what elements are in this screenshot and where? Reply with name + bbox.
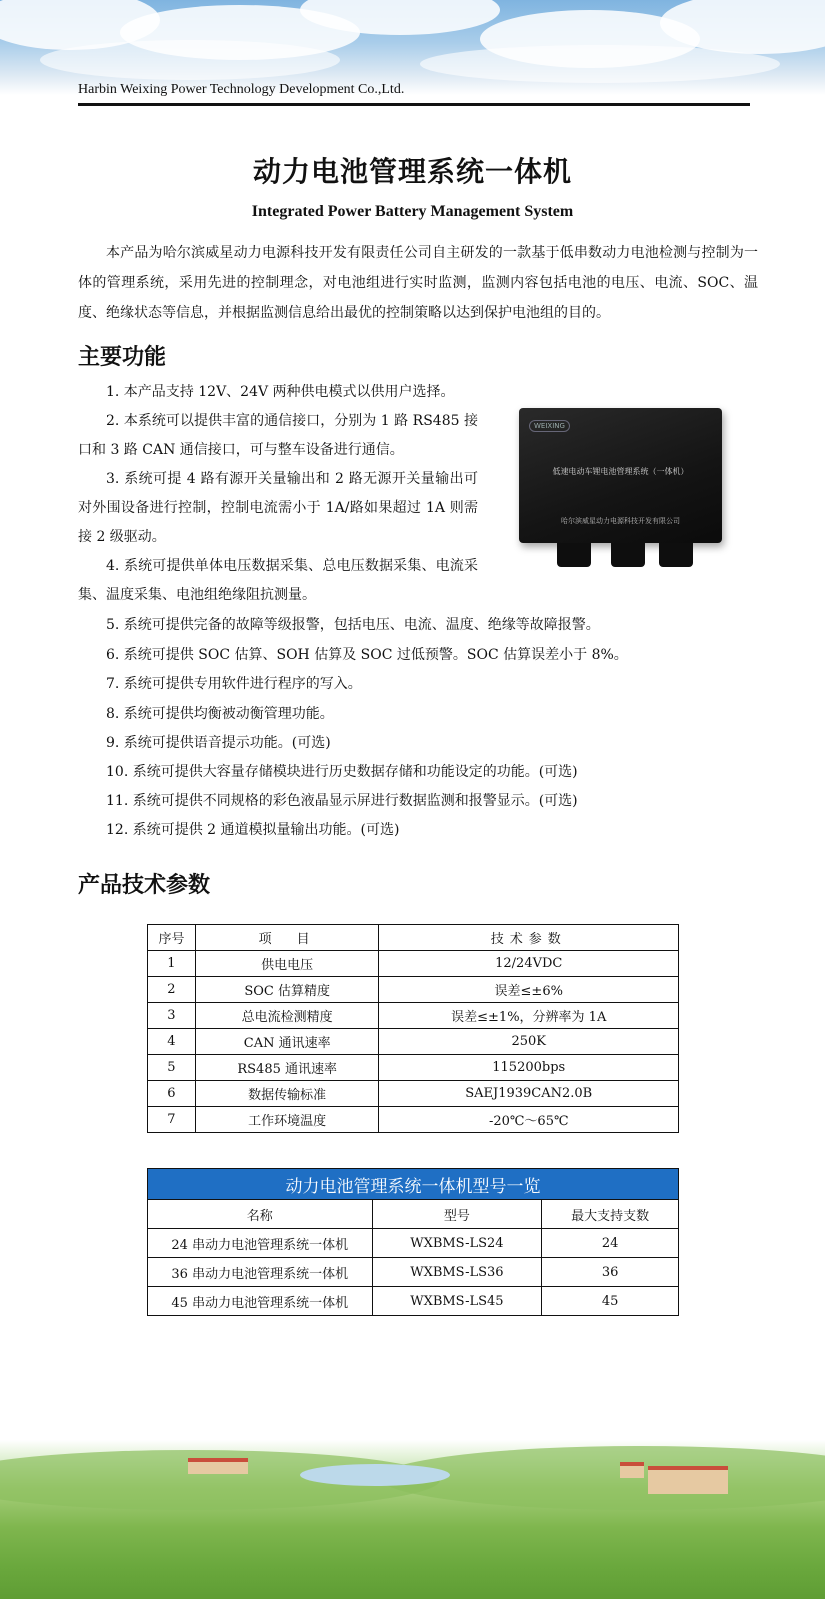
model-header-max: 最大支持支数	[542, 1200, 679, 1229]
grassland-banner	[0, 1440, 825, 1599]
table-row	[148, 1287, 679, 1316]
feature-item: 9. 系统可提供语音提示功能。(可选)	[106, 735, 331, 751]
spec-item: 供电电压	[195, 951, 379, 977]
spec-item: SOC 估算精度	[195, 977, 379, 1003]
feature-item: 4. 系统可提供单体电压数据采集、总电压数据采集、电流采集、温度采集、电池组绝缘阻抗测量。	[78, 558, 478, 603]
feature-item: 3. 系统可提 4 路有源开关量输出和 2 路无源开关量输出可对外围设备进行控制，控制电流需小于 1A/路如果超过 1A 则需接 2 级驱动。	[78, 471, 478, 545]
features-heading: 主要功能	[78, 345, 167, 370]
page-subtitle: Integrated Power Battery Management System	[251, 203, 574, 220]
device-label: 低速电动车锂电池管理系统（一体机）	[552, 467, 689, 476]
table-row	[148, 977, 679, 1003]
model-name: 36 串动力电池管理系统一体机	[148, 1258, 373, 1287]
feature-item: 11. 系统可提供不同规格的彩色液晶显示屏进行数据监测和报警显示。(可选)	[106, 793, 578, 809]
table-row	[148, 1029, 679, 1055]
spec-value: 误差≤±1%，分辨率为 1A	[379, 1003, 679, 1029]
spec-value: 250K	[379, 1029, 679, 1055]
spec-item: CAN 通讯速率	[195, 1029, 379, 1055]
spec-index: 2	[148, 977, 196, 1003]
feature-item: 10. 系统可提供大容量存储模块进行历史数据存储和功能设定的功能。(可选)	[106, 764, 578, 780]
spec-header-index: 序号	[148, 925, 196, 951]
connector-left	[557, 543, 591, 567]
table-row	[148, 1258, 679, 1287]
spec-item: RS485 通讯速率	[195, 1055, 379, 1081]
page-title: 动力电池管理系统一体机	[252, 155, 572, 188]
feature-item: 5. 系统可提供完备的故障等级报警，包括电压、电流、温度、绝缘等故障报警。	[106, 617, 600, 633]
device-maker: 哈尔滨威星动力电源科技开发有限公司	[561, 517, 680, 525]
model-header-row	[148, 1200, 679, 1229]
model-code: WXBMS-LS36	[372, 1258, 542, 1287]
model-name: 24 串动力电池管理系统一体机	[148, 1229, 373, 1258]
spec-item: 工作环境温度	[195, 1107, 379, 1133]
device-logo: WEIXING	[529, 420, 570, 432]
spec-index: 4	[148, 1029, 196, 1055]
spec-index: 5	[148, 1055, 196, 1081]
model-max: 24	[542, 1229, 679, 1258]
model-caption-row	[148, 1169, 679, 1200]
table-row	[148, 951, 679, 977]
spec-item: 总电流检测精度	[195, 1003, 379, 1029]
model-name: 45 串动力电池管理系统一体机	[148, 1287, 373, 1316]
model-header-code: 型号	[372, 1200, 542, 1229]
spec-value: 115200bps	[379, 1055, 679, 1081]
spec-header-row	[148, 925, 679, 951]
spec-header-item: 项 目	[195, 925, 379, 951]
spec-value: 12/24VDC	[379, 951, 679, 977]
spec-index: 7	[148, 1107, 196, 1133]
spec-index: 1	[148, 951, 196, 977]
table-row	[148, 1055, 679, 1081]
model-max: 45	[542, 1287, 679, 1316]
table-row	[148, 1081, 679, 1107]
feature-item: 2. 本系统可以提供丰富的通信接口，分别为 1 路 RS485 接口和 3 路 CAN 通信接口，可与整车设备进行通信。	[78, 413, 478, 458]
spec-index: 6	[148, 1081, 196, 1107]
spec-item: 数据传输标准	[195, 1081, 379, 1107]
spec-index: 3	[148, 1003, 196, 1029]
table-row	[148, 1003, 679, 1029]
model-code: WXBMS-LS45	[372, 1287, 542, 1316]
feature-item: 8. 系统可提供均衡被动衡管理功能。	[106, 706, 334, 722]
feature-item: 6. 系统可提供 SOC 估算、SOH 估算及 SOC 过低预警。SOC 估算误差小于 8%。	[106, 647, 628, 663]
intro-paragraph: 本产品为哈尔滨威星动力电源科技开发有限责任公司自主研发的一款基于低串数动力电池检测与控制为一体的管理系统，采用先进的控制理念，对电池组进行实时监测，监测内容包括电池的电压、电流、SOC、温度、绝缘状态等信息，并根据监测信息给出最优的控制策略以达到保护电池组的目的。	[78, 245, 758, 321]
model-max: 36	[542, 1258, 679, 1287]
spec-value: -20℃～65℃	[379, 1107, 679, 1133]
model-table	[147, 1168, 679, 1316]
table-row	[148, 1107, 679, 1133]
sky-banner	[0, 0, 825, 95]
connector-right	[659, 543, 693, 567]
spec-value: SAEJ1939CAN2.0B	[379, 1081, 679, 1107]
specs-heading: 产品技术参数	[78, 873, 211, 898]
spec-table	[147, 924, 679, 1133]
feature-item: 7. 系统可提供专用软件进行程序的写入。	[106, 676, 362, 692]
spec-header-value: 技术参数	[379, 925, 679, 951]
table-row	[148, 1229, 679, 1258]
company-name: Harbin Weixing Power Technology Development Co.,Ltd.	[78, 82, 405, 97]
feature-item: 1. 本产品支持 12V、24V 两种供电模式以供用户选择。	[106, 384, 455, 400]
connector-middle	[611, 543, 645, 567]
spec-value: 误差≤±6%	[379, 977, 679, 1003]
product-photo	[519, 408, 722, 543]
model-code: WXBMS-LS24	[372, 1229, 542, 1258]
model-table-caption: 动力电池管理系统一体机型号一览	[148, 1169, 679, 1200]
header-rule	[78, 103, 750, 106]
feature-item: 12. 系统可提供 2 通道模拟量输出功能。(可选)	[106, 822, 400, 838]
model-header-name: 名称	[148, 1200, 373, 1229]
